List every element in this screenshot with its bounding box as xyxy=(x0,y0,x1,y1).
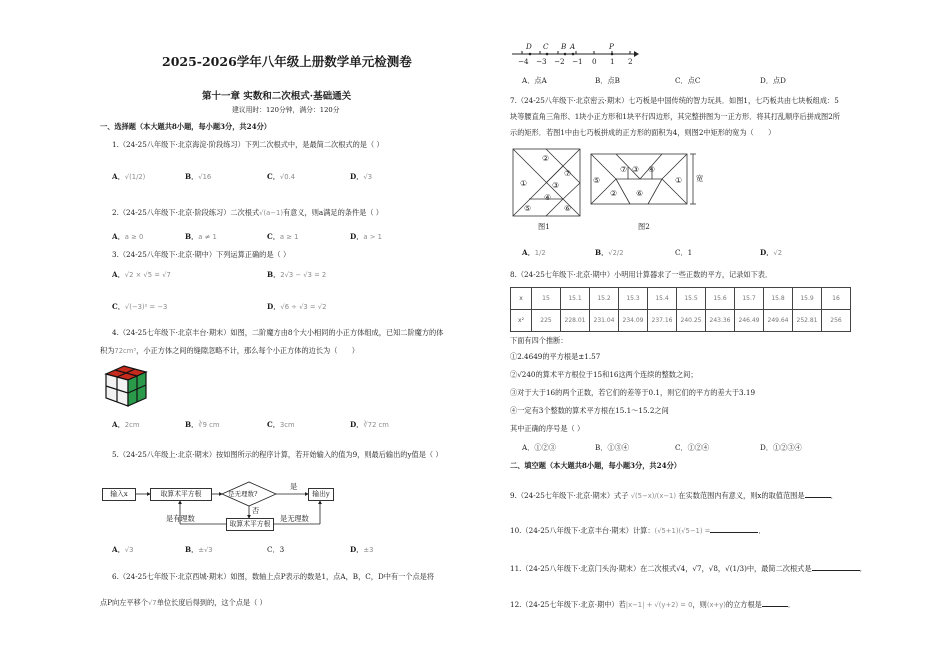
tick-neg4: −4 xyxy=(518,57,529,66)
option-b[interactable]: B．点B xyxy=(595,76,620,85)
answer-blank-11[interactable] xyxy=(812,562,860,571)
table-cell: 249.64 xyxy=(764,310,793,332)
question-3: 3.（24-25八年级下·北京·期中）下列运算正确的是（ ） xyxy=(112,250,291,259)
answer-blank-10[interactable] xyxy=(710,524,758,533)
judgements-intro: 下面有四个推断： xyxy=(510,336,568,345)
width-label: 宽 xyxy=(696,174,704,183)
option-b[interactable]: B．√16 xyxy=(185,172,212,181)
judgement-3: ③对于大于16的两个正数，若它们的差等于0.1，则它们的平方的差大于3.19 xyxy=(510,388,756,397)
svg-text:④: ④ xyxy=(648,165,656,174)
table-cell: x xyxy=(511,288,532,310)
option-a[interactable]: A．√3 xyxy=(112,545,134,554)
table-cell: 15.9 xyxy=(793,288,822,310)
table-cell: 15.1 xyxy=(561,288,590,310)
flow-input-box: 输入x xyxy=(102,488,136,501)
option-a[interactable]: A．点A xyxy=(522,76,547,85)
svg-text:②: ② xyxy=(610,189,618,198)
svg-text:③: ③ xyxy=(632,165,640,174)
table-cell: 228.01 xyxy=(561,310,590,332)
section-title-choice: 一、选择题（本大题共8小题，每小题3分，共24分） xyxy=(100,122,271,131)
question-9: 9.（24-25七年级下·北京·期末）式子 √(5−x)/(x−1) 在实数范围内有意义，则x的取值范围是 ． xyxy=(510,491,838,500)
flow-sqrt-box: 取算术平方根 xyxy=(150,488,212,501)
table-row-x xyxy=(511,288,851,310)
question-6-line-1: 6.（24-25七年级下·北京西城·期末）如图，数轴上点P表示的数是1，点A，B，C，D中有一个点是将 xyxy=(112,572,435,581)
table-cell: 16 xyxy=(822,288,851,310)
table-cell: 15.7 xyxy=(735,288,764,310)
table-row-x2 xyxy=(511,310,851,332)
option-d[interactable]: D．∛72 cm xyxy=(350,420,389,429)
point-b: B xyxy=(561,42,567,51)
option-a[interactable]: A．2cm xyxy=(112,420,140,429)
flow-rational-label: 是有理数 xyxy=(166,514,195,523)
page-subtitle: 第十一章 实数和二次根式·基础通关 xyxy=(202,91,352,102)
tick-2: 2 xyxy=(628,57,633,66)
question-7-line-3: 示的矩形．若图1中由七巧板拼成的正方形的面积为4，则图2中矩形的宽为（ ） xyxy=(510,128,776,137)
point-d: D xyxy=(526,42,532,51)
option-d[interactable]: D．√6 ÷ √3 = √2 xyxy=(267,302,327,311)
option-c[interactable]: C．a ≥ 1 xyxy=(267,232,299,241)
option-d[interactable]: D．点D xyxy=(760,76,786,85)
question-11: 11.（24-25八年级下·北京门头沟·期末）在二次根式√4，√7，√8，√(1/3)中，最简二次根式是 ． xyxy=(510,564,867,573)
table-cell: 15.4 xyxy=(648,288,677,310)
flow-no-label: 否 xyxy=(252,506,260,515)
svg-text:⑦: ⑦ xyxy=(564,169,572,178)
square-table xyxy=(510,287,851,332)
flow-decision: 是无理数? xyxy=(228,490,258,498)
svg-text:⑦: ⑦ xyxy=(620,165,628,174)
section-title-fill: 二、填空题（本大题共8小题，每小题3分，共24分） xyxy=(510,461,681,470)
question-6-line-2: 点P向左平移个√7单位长度后得到的，这个点是（ ） xyxy=(100,598,267,607)
tick-neg3: −3 xyxy=(536,57,547,66)
table-cell: 231.04 xyxy=(590,310,619,332)
option-c[interactable]: C．3 xyxy=(267,545,285,554)
question-7-line-1: 7.（24-25八年级下·北京密云·期末）七巧板是中国传统的智力玩具．如图1，七巧板共由七块板组成：5 xyxy=(510,96,839,105)
time-info: 建议用时：120分钟，满分：120分 xyxy=(232,106,340,114)
option-d[interactable]: D．√2 xyxy=(760,248,783,257)
option-d[interactable]: D．√3 xyxy=(350,172,373,181)
svg-text:⑤: ⑤ xyxy=(524,204,532,213)
tick-neg2: −2 xyxy=(554,57,565,66)
option-a[interactable]: A．①②③ xyxy=(522,443,556,452)
option-a[interactable]: A．a ≥ 0 xyxy=(112,232,144,241)
tangram-figure-2 xyxy=(590,152,710,212)
option-c[interactable]: C．①②④ xyxy=(675,443,710,452)
page-title: 2025-2026学年八年级上册数学单元检测卷 xyxy=(162,54,412,69)
svg-text:⑤: ⑤ xyxy=(593,176,601,185)
table-cell: 256 xyxy=(822,310,851,332)
option-b[interactable]: B．①③④ xyxy=(595,443,630,452)
option-b[interactable]: B．2√3 − √3 = 2 xyxy=(267,270,327,279)
option-c[interactable]: C．√0.4 xyxy=(267,172,296,181)
question-8: 8.（24-25七年级下·北京·期中）小明用计算器求了一些正数的平方，记录如下表． xyxy=(510,270,773,279)
question-12: 12.（24-25七年级下·北京·期中）若|x−1| + √(y+2) = 0，则(x+y)的立方根是 ． xyxy=(510,600,796,609)
table-cell: 234.09 xyxy=(619,310,648,332)
judgement-1: ①2.4649的平方根是±1.57 xyxy=(510,352,601,361)
flow-sqrt-box-2: 取算术平方根 xyxy=(226,518,274,531)
tick-neg1: −1 xyxy=(572,57,583,66)
table-cell: 15.8 xyxy=(764,288,793,310)
point-p: P xyxy=(609,42,614,51)
question-5: 5.（24-25八年级上·北京·期末）按如图所示的程序计算，若开始输入的值为9，则最后输出的y值是（ ） xyxy=(112,450,443,459)
svg-text:①: ① xyxy=(675,176,683,185)
option-c[interactable]: C．√(−3)² = −3 xyxy=(112,302,168,311)
table-cell: 15.6 xyxy=(706,288,735,310)
question-7-line-2: 块等腰直角三角形、1块小正方形和1块平行四边形，其完整拼图为一正方形．将其打乱顺序后拼成图2所 xyxy=(510,112,840,121)
question-1: 1.（24-25八年级下·北京海淀·阶段练习）下列二次根式中，是最简二次根式的是（ ） xyxy=(112,140,384,149)
option-d[interactable]: D．a > 1 xyxy=(350,232,382,241)
tangram-figure-1 xyxy=(512,148,582,218)
answer-blank-9[interactable] xyxy=(805,489,831,498)
table-cell: 243.36 xyxy=(706,310,735,332)
flow-irrational-label: 是无理数 xyxy=(280,514,309,523)
svg-text:⑥: ⑥ xyxy=(564,204,572,213)
option-a[interactable]: A．√2 × √5 = √7 xyxy=(112,270,171,279)
option-c[interactable]: C．1 xyxy=(675,248,693,257)
figure-2-caption: 图2 xyxy=(638,222,650,231)
table-cell: 15 xyxy=(532,288,561,310)
svg-text:③: ③ xyxy=(552,181,560,190)
option-c[interactable]: C．点C xyxy=(675,76,701,85)
svg-text:④: ④ xyxy=(544,193,552,202)
option-c[interactable]: C．3cm xyxy=(267,420,295,429)
option-d[interactable]: D．①②③④ xyxy=(760,443,802,452)
tick-1: 1 xyxy=(610,57,615,66)
table-cell: 252.81 xyxy=(793,310,822,332)
option-b[interactable]: B．√2/2 xyxy=(595,248,624,257)
judgement-2: ②√240的算术平方根位于15和16这两个连续的整数之间； xyxy=(510,370,698,379)
question-4-line-1: 4.（24-25七年级下·北京丰台·期末）如图，二阶魔方由8个大小相同的小正方体组成，已知二阶魔方的体 xyxy=(112,328,444,337)
option-a[interactable]: A．1/2 xyxy=(522,248,546,257)
question-10: 10.（24-25八年级下·北京丰台·期末）计算：(√5+1)(√5−1) = ． xyxy=(510,526,766,535)
question-4-line-2: 积为72cm³，小正方体之间的缝隙忽略不计，那么每个小正方体的边长为（ ） xyxy=(100,346,359,355)
rubik-cube-image xyxy=(102,362,150,408)
table-cell: x² xyxy=(511,310,532,332)
judgement-4: ④一定有3个整数的算术平方根在15.1～15.2之间 xyxy=(510,406,669,415)
table-cell: 225 xyxy=(532,310,561,332)
table-cell: 15.5 xyxy=(677,288,706,310)
table-cell: 246.49 xyxy=(735,310,764,332)
option-b[interactable]: B．a ≠ 1 xyxy=(185,232,217,241)
option-b[interactable]: B．±√3 xyxy=(185,545,213,554)
answer-blank-12[interactable] xyxy=(762,598,788,607)
table-cell: 15.3 xyxy=(619,288,648,310)
svg-text:⑥: ⑥ xyxy=(636,189,644,198)
option-d[interactable]: D．±3 xyxy=(350,545,374,554)
flow-yes-label: 是 xyxy=(290,482,298,491)
flow-output-box: 输出y xyxy=(308,488,334,501)
table-cell: 237.16 xyxy=(648,310,677,332)
figure-1-caption: 图1 xyxy=(538,222,550,231)
table-cell: 240.25 xyxy=(677,310,706,332)
option-b[interactable]: B．∛9 cm xyxy=(185,420,220,429)
question-2: 2.（24-25八年级下·北京·阶段练习）二次根式√(a−1)有意义，则a满足的条件是（ ） xyxy=(112,208,383,217)
point-c: C xyxy=(543,42,549,51)
point-a: A xyxy=(570,42,576,51)
tick-0: 0 xyxy=(592,57,597,66)
svg-text:②: ② xyxy=(542,154,550,163)
option-a[interactable]: A．√(1/2) xyxy=(112,172,146,181)
svg-text:①: ① xyxy=(520,179,528,188)
table-cell: 15.2 xyxy=(590,288,619,310)
question-8-ask: 其中正确的序号是（ ） xyxy=(510,424,585,433)
